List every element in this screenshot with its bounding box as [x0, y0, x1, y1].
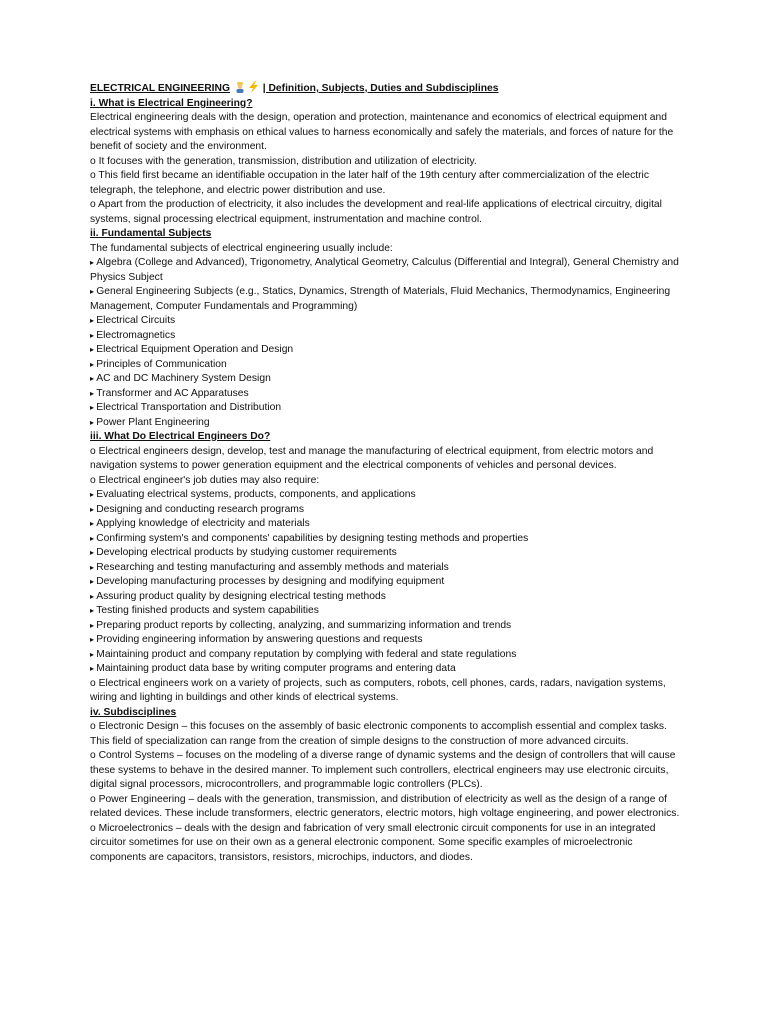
point-item: o Electrical engineers work on a variety of projects, such as computers, robots, cell phones, cards, radars, navigation systems, wiring and lighting in buildings and other kinds of electrical systems. — [90, 677, 666, 703]
point-item: o Apart from the production of electricity, it also includes the development and real-life applications of electrical circuitry, digital systems, signal processing electrical equipment, instrumentation and machine control. — [90, 199, 662, 225]
list-item: ▸ Confirming system's and components' capabilities by designing testing methods and properties — [90, 532, 680, 547]
section-heading-definition: i. What is Electrical Engineering? — [90, 97, 253, 109]
list-item: ▸ Power Plant Engineering — [90, 416, 680, 431]
list-item: ▸ Principles of Communication — [90, 358, 680, 373]
list-item: ▸ Algebra (College and Advanced), Trigonometry, Analytical Geometry, Calculus (Differential and Integral), General Chemistry and Physics Subject — [90, 256, 680, 285]
list-item: ▸ Electrical Transportation and Distribution — [90, 401, 680, 416]
list-item: ▸ Researching and testing manufacturing and assembly methods and materials — [90, 561, 680, 576]
list-item: ▸ Providing engineering information by answering questions and requests — [90, 633, 680, 648]
list-item: ▸ Testing finished products and system capabilities — [90, 604, 680, 619]
title-main: ELECTRICAL ENGINEERING — [90, 83, 230, 94]
point-item: o This field first became an identifiable occupation in the later half of the 19th century after commercialization of the electric telegraph, the telephone, and electric power distribution and use. — [90, 170, 649, 196]
point-item: o Electrical engineers design, develop, test and manage the manufacturing of electrical equipment, from electric motors and navigation systems to power generation equipment and the electrical components of vehicles and personal devices. — [90, 445, 654, 471]
list-item: ▸ General Engineering Subjects (e.g., Statics, Dynamics, Strength of Materials, Fluid Mechanics, Thermodynamics, Engineering Management, Computer Fundamentals and Programming) — [90, 285, 680, 314]
list-item: ▸ Developing manufacturing processes by designing and modifying equipment — [90, 575, 680, 590]
point-item: o Power Engineering – deals with the generation, transmission, and distribution of electricity as well as the design of a range of related devices. These include transformers, electric generators, electric motors, high voltage engineering, and power electronics. — [90, 793, 680, 819]
point-item: o Microelectronics – deals with the design and fabrication of very small electronic circuit components for use in an integrated circuitor sometimes for use on their own as a general electronic component. Some specific examples of microelectronic components are capacitors, transistors, resistors, microchips, inductors, and diodes. — [90, 822, 656, 863]
list-item: ▸ Maintaining product and company reputation by complying with federal and state regulations — [90, 648, 680, 663]
list-item: ▸ Electrical Circuits — [90, 314, 680, 329]
list-item: ▸ Assuring product quality by designing electrical testing methods — [90, 590, 680, 605]
list-item: ▸ Transformer and AC Apparatuses — [90, 387, 680, 402]
title-subtitle: | Definition, Subjects, Duties and Subdisciplines — [262, 83, 499, 94]
document-body — [90, 81, 680, 865]
document-title — [90, 81, 680, 97]
list-item: ▸ AC and DC Machinery System Design — [90, 372, 680, 387]
list-item: ▸ Maintaining product data base by writing computer programs and entering data — [90, 662, 680, 677]
point-item: o It focuses with the generation, transmission, distribution and utilization of electricity. — [90, 155, 477, 167]
point-item: o Electronic Design – this focuses on the assembly of basic electronic components to accomplish essential and complex tasks. This field of specialization can range from the creation of simple designs to the construction of more advanced circuits. — [90, 721, 667, 747]
list-item: ▸ Evaluating electrical systems, products, components, and applications — [90, 488, 680, 503]
section-heading-subdisciplines: iv. Subdisciplines — [90, 706, 177, 718]
list-item: ▸ Designing and conducting research programs — [90, 503, 680, 518]
section-heading-subjects: ii. Fundamental Subjects — [90, 228, 212, 239]
duties-list — [90, 488, 680, 677]
point-item: o Electrical engineer's job duties may also require: — [90, 474, 320, 486]
list-item: ▸ Preparing product reports by collecting, analyzing, and summarizing information and trends — [90, 619, 680, 634]
paragraph: Electrical engineering deals with the design, operation and protection, maintenance and economics of electrical equipment and electrical systems with emphasis on ethical values to harness economically and safely the materials, and forces of nature for the benefit of society and the environment. — [90, 112, 674, 152]
paragraph: The fundamental subjects of electrical engineering usually include: — [90, 242, 393, 254]
subjects-list — [90, 256, 680, 430]
list-item: ▸ Developing electrical products by studying customer requirements — [90, 546, 680, 561]
list-item: ▸ Applying knowledge of electricity and materials — [90, 517, 680, 532]
point-item: o Control Systems – focuses on the modeling of a diverse range of dynamic systems and the design of controllers that will cause these systems to behave in the desired manner. To implement such controllers, electrical engineers may use electronic circuits, digital signal processors, microcontrollers, and programmable logic controllers (PLCs). — [90, 750, 676, 790]
list-item: ▸ Electromagnetics — [90, 329, 680, 344]
section-heading-duties: iii. What Do Electrical Engineers Do? — [90, 431, 271, 442]
list-item: ▸ Electrical Equipment Operation and Design — [90, 343, 680, 358]
engineer-emoji-icon — [234, 81, 246, 93]
lightning-emoji-icon — [248, 81, 259, 93]
